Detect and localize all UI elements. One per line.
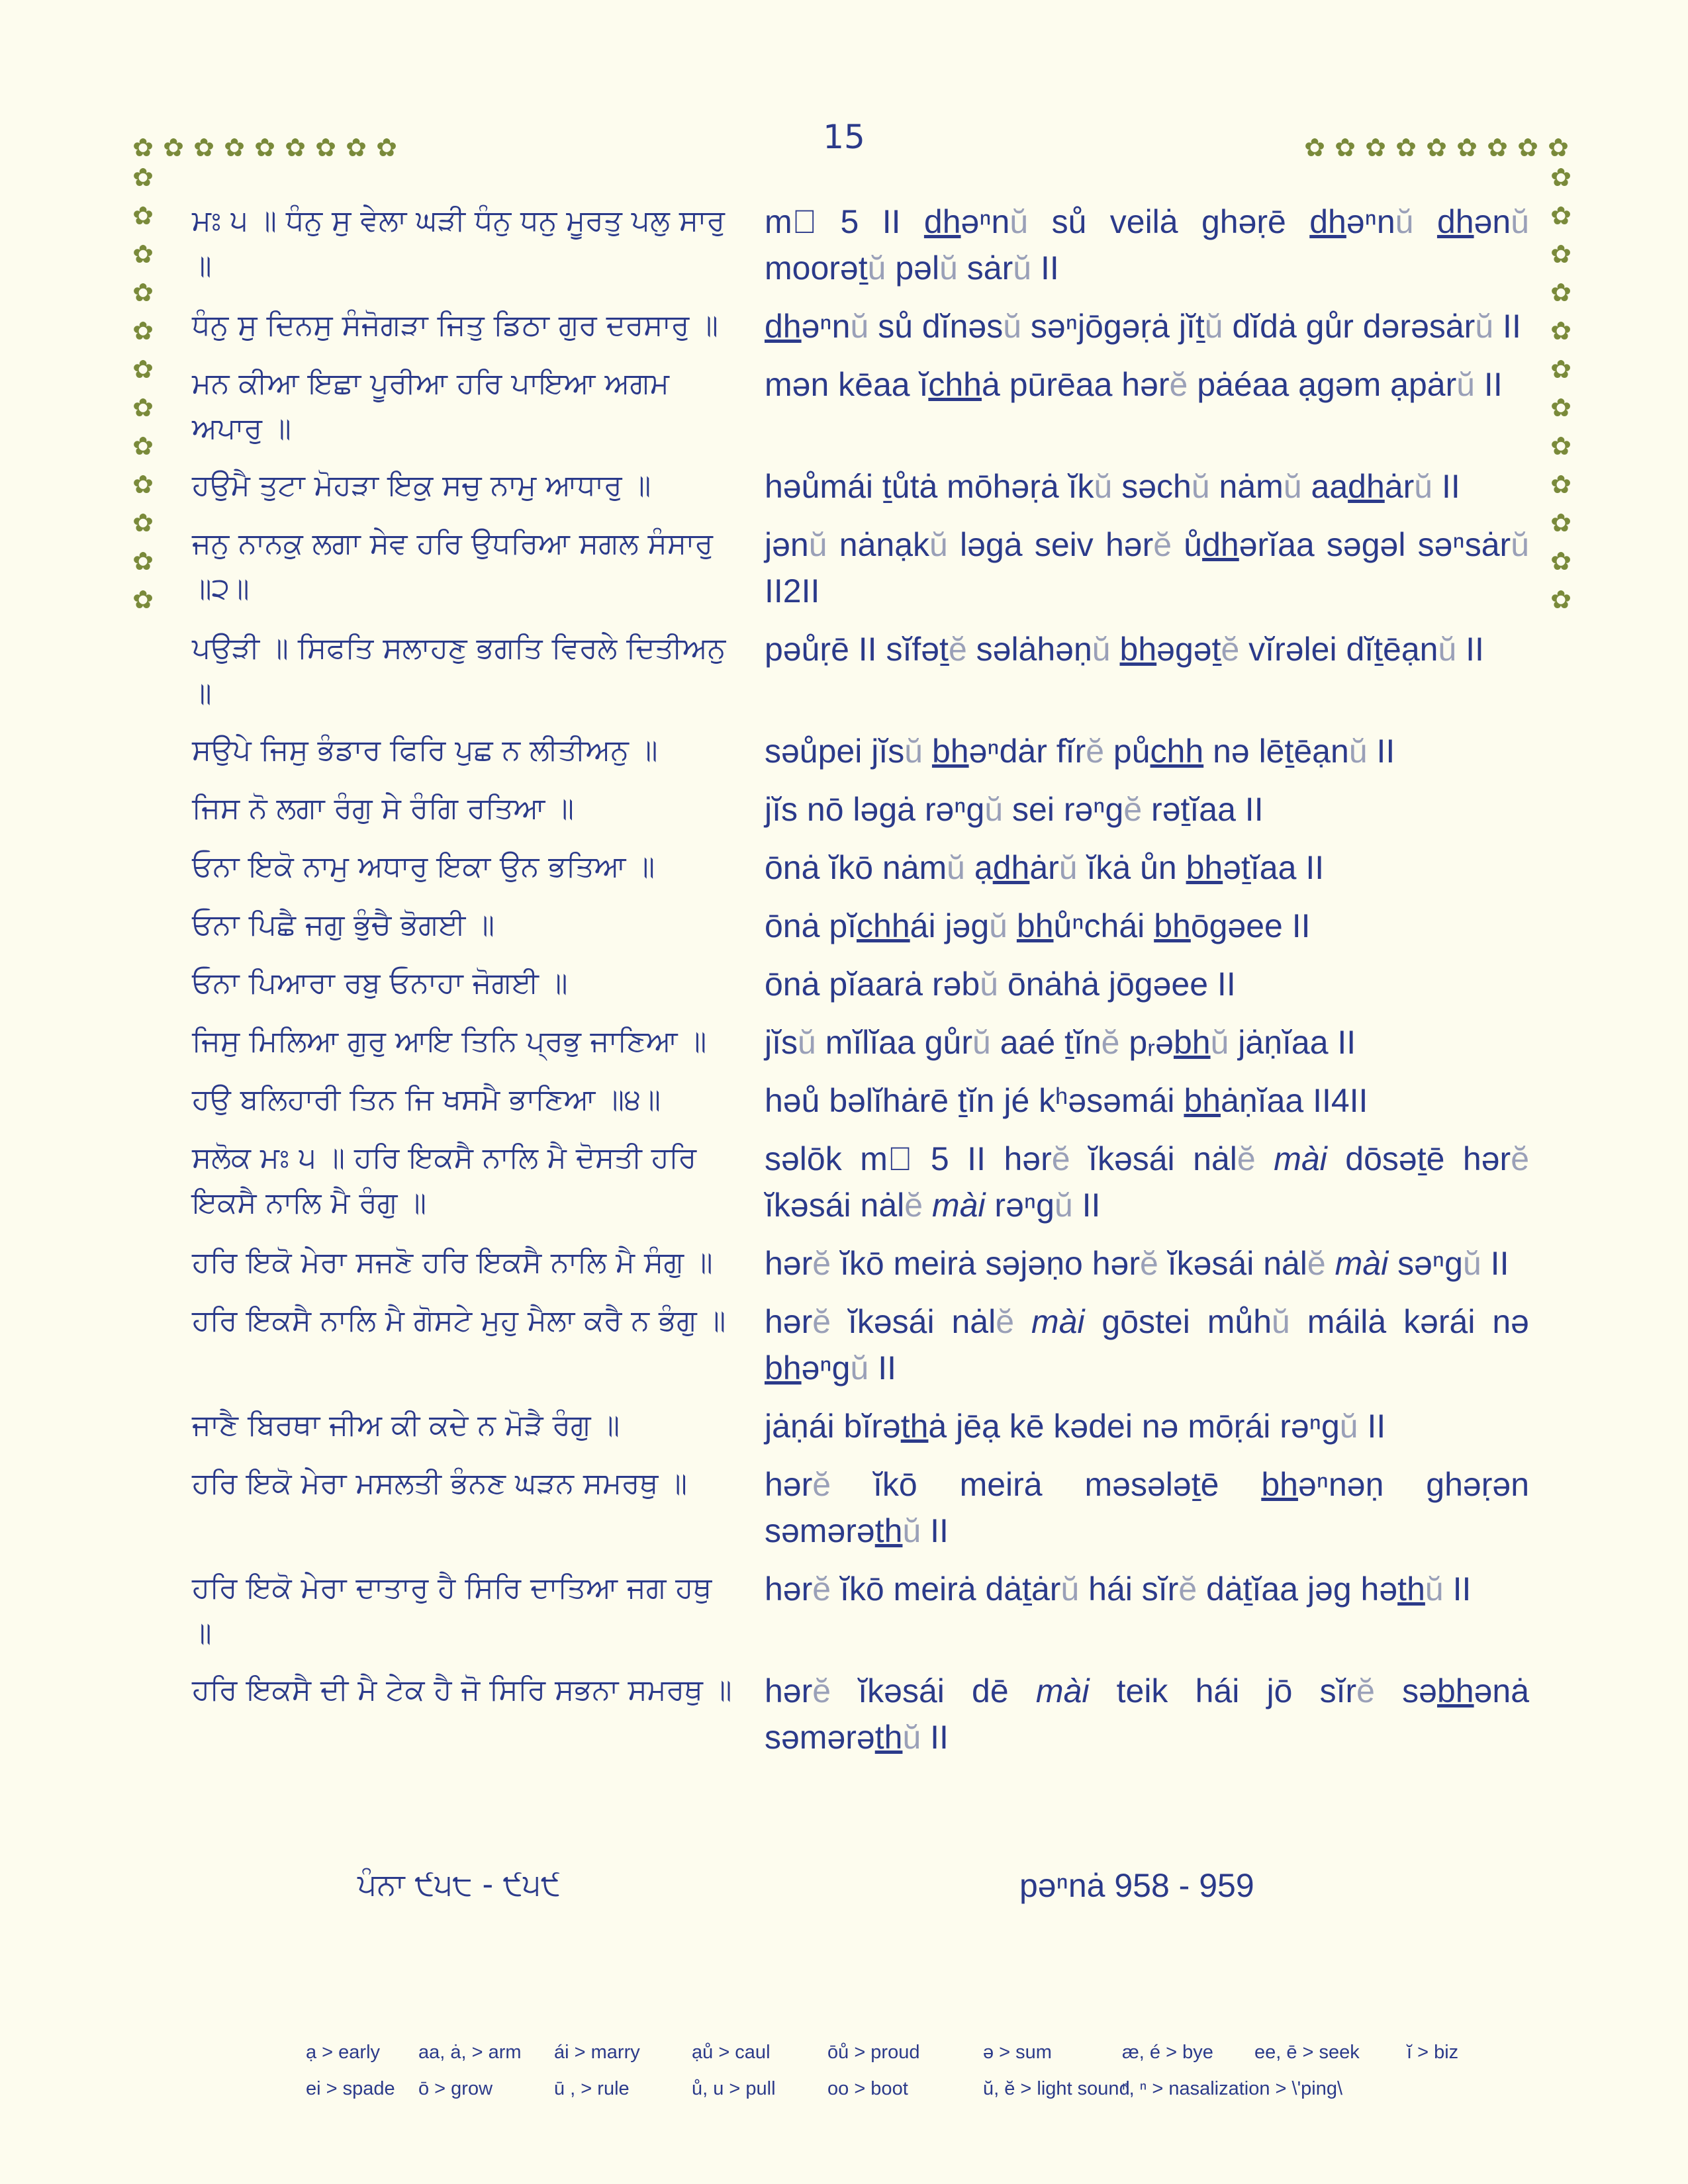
verse-row — [192, 1240, 1529, 1287]
verse-row — [192, 1019, 1529, 1066]
verse-table — [192, 199, 1529, 1772]
flower-icon: ✿ — [376, 133, 397, 162]
flower-icon: ✿ — [1550, 163, 1571, 192]
flower-icon: ✿ — [1550, 585, 1571, 614]
ornament-left-column — [131, 165, 155, 612]
page-reference-gurmukhi: ਪੰਨਾ ੯੫੮ - ੯੫੯ — [357, 1866, 561, 1902]
legend-item: ei > spade — [306, 2078, 395, 2099]
flower-icon: ✿ — [346, 133, 367, 162]
legend-item: ạů > caul — [692, 2042, 771, 2063]
flower-icon: ✿ — [1335, 133, 1356, 162]
ornament-top-right — [1303, 133, 1570, 162]
gurmukhi-line: ਹਰਿ ਇਕੋ ਮੇਰਾ ਮਸਲਤੀ ਭੰਨਣ ਘੜਨ ਸਮਰਥੁ ॥ — [192, 1467, 688, 1500]
flower-icon: ✿ — [1426, 133, 1447, 162]
flower-icon: ✿ — [1550, 316, 1571, 345]
flower-icon: ✿ — [1550, 278, 1571, 307]
legend-row — [306, 2078, 1497, 2100]
verse-row — [192, 1403, 1529, 1449]
flower-icon: ✿ — [1548, 133, 1569, 162]
gurmukhi-line: ਸਲੋਕ ਮਃ ੫ ॥ ਹਰਿ ਇਕਸੈ ਨਾਲਿ ਮੈ ਦੋਸਤੀ ਹਰਿ ਇਕਸੈ ਨਾਲਿ ਮੈ ਰੰਗੁ ॥ — [192, 1141, 697, 1220]
gurmukhi-line: ਜਿਸੁ ਮਿਲਿਆ ਗੁਰੁ ਆਇ ਤਿਨਿ ਪ੍ਰਭੁ ਜਾਣਿਆ ॥ — [192, 1024, 707, 1058]
legend-item: ə > sum — [983, 2042, 1052, 2063]
transliteration-line: mən kēaa ĭchhȧ pūrēaa hərĕ pȧéaa ạgəm ạpȧrŭ II — [765, 366, 1503, 403]
page-number: 15 — [823, 118, 865, 156]
flower-icon: ✿ — [132, 393, 154, 422]
legend-item: ạ > early — [306, 2042, 381, 2063]
gurmukhi-line: ਧੰਨੁ ਸੁ ਦਿਨਸੁ ਸੰਜੋਗੜਾ ਜਿਤੁ ਡਿਠਾ ਗੁਰ ਦਰਸਾਰੁ ॥ — [192, 308, 718, 342]
verse-row — [192, 1566, 1529, 1656]
verse-row — [192, 1298, 1529, 1391]
legend-item: ū , > rule — [554, 2078, 630, 2099]
legend-item: ee, ē > seek — [1254, 2042, 1360, 2063]
verse-row — [192, 303, 1529, 349]
flower-icon: ✿ — [132, 163, 154, 192]
flower-icon: ✿ — [1550, 201, 1571, 230]
verse-row — [192, 522, 1529, 614]
gurmukhi-line: ਸਉਪੇ ਜਿਸੁ ਭੰਡਾਰ ਫਿਰਿ ਪੁਛ ਨ ਲੀਤੀਅਨੁ ॥ — [192, 733, 658, 767]
gurmukhi-line: ਓਨਾ ਪਿਛੈ ਜਗੁ ਭੁੰਚੈ ਭੋਗਈ ॥ — [192, 908, 494, 942]
flower-icon: ✿ — [132, 585, 154, 614]
gurmukhi-line: ਜਨੁ ਨਾਨਕੁ ਲਗਾ ਸੇਵ ਹਰਿ ਉਧਰਿਆ ਸਗਲ ਸੰਸਾਰੁ ॥੨॥ — [192, 527, 713, 606]
gurmukhi-line: ਜਾਣੈ ਬਿਰਥਾ ਜੀਅ ਕੀ ਕਦੇ ਨ ਮੋੜੈ ਰੰਗੁ ॥ — [192, 1408, 620, 1442]
flower-icon: ✿ — [1365, 133, 1386, 162]
transliteration-line: səlōk m᳚ 5 II hərĕ ĭkəsái nȧlĕ mài dōsəṯē hərĕ ĭkəsái nȧlĕ mài rəⁿgŭ II — [765, 1140, 1529, 1224]
verse-row — [192, 728, 1529, 774]
verse-row — [192, 1136, 1529, 1228]
verse-row — [192, 844, 1529, 891]
transliteration-line: həůmái ṯůtȧ mōhəṛȧ ĭkŭ səchŭ nȧmŭ aadhȧrŭ II — [765, 468, 1460, 505]
legend-item: aa, ȧ, > arm — [418, 2042, 522, 2063]
flower-icon: ✿ — [285, 133, 306, 162]
flower-icon: ✿ — [1487, 133, 1508, 162]
transliteration-line: dhəⁿnŭ sů dĭnəsŭ səⁿjōgəṛȧ jĭṯŭ dĭdȧ gůr dərəsȧrŭ II — [765, 308, 1521, 345]
flower-icon: ✿ — [193, 133, 214, 162]
legend-item: ōů > proud — [827, 2042, 920, 2063]
transliteration-line: jĭs nō ləgȧ rəⁿgŭ sei rəⁿgĕ rəṯĭaa II — [765, 791, 1264, 828]
transliteration-line: səůpei jĭsŭ bhəⁿdȧr fĭrĕ půchh nə lēṯēạnŭ II — [765, 733, 1395, 770]
legend-item: ŭ, ĕ > light sound — [983, 2078, 1130, 2099]
flower-icon: ✿ — [132, 316, 154, 345]
flower-icon: ✿ — [1517, 133, 1538, 162]
flower-icon: ✿ — [132, 547, 154, 576]
flower-icon: ✿ — [1550, 355, 1571, 384]
legend-item: ái > marry — [554, 2042, 640, 2063]
gurmukhi-line: ਹਰਿ ਇਕੋ ਮੇਰਾ ਦਾਤਾਰੁ ਹੈ ਸਿਰਿ ਦਾਤਿਆ ਜਗ ਹਥੁ ॥ — [192, 1571, 712, 1650]
verse-row — [192, 1668, 1529, 1760]
gurmukhi-line: ਹਰਿ ਇਕਸੈ ਨਾਲਿ ਮੈ ਗੋਸਟੇ ਮੁਹੁ ਮੈਲਾ ਕਰੈ ਨ ਭੰਗੁ ॥ — [192, 1304, 726, 1338]
flower-icon: ✿ — [1395, 133, 1417, 162]
transliteration-line: jənŭ nȧnạkŭ ləgȧ seiv hərĕ ůdhərĭaa səgəl səⁿsȧrŭ II2II — [765, 526, 1529, 610]
flower-icon: ✿ — [132, 355, 154, 384]
flower-icon: ✿ — [1550, 470, 1571, 499]
transliteration-line: jȧṇái bĭrəthȧ jēạ kē kədei nə mōṛái rəⁿgŭ II — [765, 1408, 1386, 1445]
flower-icon: ✿ — [132, 201, 154, 230]
verse-row — [192, 463, 1529, 510]
verse-row — [192, 361, 1529, 451]
gurmukhi-line: ਓਨਾ ਪਿਆਰਾ ਰਬੁ ਓਨਾਹਾ ਜੋਗਈ ॥ — [192, 966, 568, 1000]
transliteration-line: hərĕ ĭkō meirȧ dȧṯȧrŭ hái sĭrĕ dȧṯĭaa jəg həthŭ II — [765, 1570, 1472, 1608]
verse-row — [192, 903, 1529, 949]
pronunciation-legend — [306, 2042, 1497, 2115]
transliteration-line: hərĕ ĭkəsái dē mài teik hái jō sĭrĕ səbhənȧ səmərəthŭ II — [765, 1672, 1530, 1756]
gurmukhi-line: ਪਉੜੀ ॥ ਸਿਫਤਿ ਸਲਾਹਣੁ ਭਗਤਿ ਵਿਰਲੇ ਦਿਤੀਅਨੁ ॥ — [192, 631, 726, 710]
gurmukhi-line: ਓਨਾ ਇਕੋ ਨਾਮੁ ਅਧਾਰੁ ਇਕਾ ਉਨ ਭਤਿਆ ॥ — [192, 850, 655, 884]
transliteration-line: jĭsŭ mĭlĭaa gůrŭ aaé ṯĭnĕ pᵣəbhŭ jȧṇĭaa II — [765, 1024, 1356, 1061]
transliteration-line: pəůṛē II sĭfəṯĕ səlȧhəṇŭ bhəgəṯĕ vĭrəlei dĭṯēạnŭ II — [765, 631, 1484, 668]
flower-icon: ✿ — [132, 508, 154, 537]
flower-icon: ✿ — [132, 240, 154, 269]
gurmukhi-line: ਮਨ ਕੀਆ ਇਛਾ ਪੂਰੀਆ ਹਰਿ ਪਾਇਆ ਅਗਮ ਅਪਾਰੁ ॥ — [192, 367, 669, 445]
legend-row — [306, 2042, 1497, 2064]
gurmukhi-line: ਹਉ ਬਲਿਹਾਰੀ ਤਿਨ ਜਿ ਖਸਮੈ ਭਾਣਿਆ ॥੪॥ — [192, 1083, 661, 1116]
flower-icon: ✿ — [254, 133, 275, 162]
flower-icon: ✿ — [163, 133, 184, 162]
gurmukhi-line: ਮਃ ੫ ॥ ਧੰਨੁ ਸੁ ਵੇਲਾ ਘੜੀ ਧੰਨੁ ਧਨੁ ਮੂਰਤੁ ਪਲੁ ਸਾਰੁ ॥ — [192, 204, 726, 283]
legend-item: ⁿ, ⁿ > nasalization > \'ping\ — [1122, 2078, 1343, 2099]
transliteration-line: hərĕ ĭkō meirȧ məsələṯē bhəⁿnəṇ ghəṛən səmərəthŭ II — [765, 1466, 1529, 1549]
verse-row — [192, 961, 1529, 1007]
legend-item: ĭ > biz — [1407, 2042, 1459, 2063]
ornament-right-column — [1549, 165, 1573, 612]
gurmukhi-line: ਜਿਸ ਨੋ ਲਗਾ ਰੰਗੁ ਸੇ ਰੰਗਿ ਰਤਿਆ ॥ — [192, 792, 574, 825]
transliteration-line: ōnȧ pĭaarȧ rəbŭ ōnȧhȧ jōgəee II — [765, 966, 1236, 1003]
transliteration-line: ōnȧ ĭkō nȧmŭ ạdhȧrŭ ĭkȧ ůn bhəṯĭaa II — [765, 849, 1325, 886]
verse-row — [192, 786, 1529, 833]
verse-row — [192, 626, 1529, 716]
flower-icon: ✿ — [315, 133, 336, 162]
flower-icon: ✿ — [132, 432, 154, 461]
flower-icon: ✿ — [1550, 240, 1571, 269]
gurmukhi-line: ਹਰਿ ਇਕਸੈ ਦੀ ਮੈ ਟੇਕ ਹੈ ਜੋ ਸਿਰਿ ਸਭਨਾ ਸਮਰਥੁ ॥ — [192, 1673, 732, 1707]
flower-icon: ✿ — [1550, 432, 1571, 461]
legend-item: ō > grow — [418, 2078, 493, 2099]
flower-icon: ✿ — [1456, 133, 1477, 162]
transliteration-line: hərĕ ĭkəsái nȧlĕ mài gōstei můhŭ máilȧ kərái nə bhəⁿgŭ II — [765, 1303, 1529, 1387]
page-reference-transliteration: pəⁿnȧ 958 - 959 — [1019, 1867, 1254, 1904]
transliteration-line: ōnȧ pĭchhái jəgŭ bhůⁿchái bhōgəee II — [765, 907, 1311, 944]
transliteration-line: m᳚ 5 II dhəⁿnŭ sů veilȧ ghəṛē dhəⁿnŭ dhənŭ moorəṯŭ pəlŭ sȧrŭ II — [765, 203, 1529, 287]
flower-icon: ✿ — [224, 133, 245, 162]
legend-item: oo > boot — [827, 2078, 908, 2099]
verse-row — [192, 199, 1529, 291]
flower-icon: ✿ — [132, 278, 154, 307]
flower-icon: ✿ — [132, 133, 154, 162]
legend-item: æ, é > bye — [1122, 2042, 1213, 2063]
flower-icon: ✿ — [132, 470, 154, 499]
flower-icon: ✿ — [1550, 508, 1571, 537]
verse-row — [192, 1461, 1529, 1554]
gurmukhi-line: ਹਉਮੈ ਤੁਟਾ ਮੋਹੜਾ ਇਕੁ ਸਚੁ ਨਾਮੁ ਆਧਾਰੁ ॥ — [192, 469, 651, 502]
ornament-top-left — [131, 133, 399, 162]
flower-icon: ✿ — [1304, 133, 1325, 162]
transliteration-line: hərĕ ĭkō meirȧ səjəṇo hərĕ ĭkəsái nȧlĕ mài səⁿgŭ II — [765, 1245, 1509, 1282]
transliteration-line: həů bəlĭhȧrē ṯĭn jé kʰəsəmái bhȧṇĭaa II4II — [765, 1082, 1368, 1119]
flower-icon: ✿ — [1550, 547, 1571, 576]
verse-row — [192, 1077, 1529, 1124]
legend-item: ů, u > pull — [692, 2078, 776, 2099]
flower-icon: ✿ — [1550, 393, 1571, 422]
gurmukhi-line: ਹਰਿ ਇਕੋ ਮੇਰਾ ਸਜਣੋ ਹਰਿ ਇਕਸੈ ਨਾਲਿ ਮੈ ਸੰਗੁ ॥ — [192, 1246, 713, 1279]
